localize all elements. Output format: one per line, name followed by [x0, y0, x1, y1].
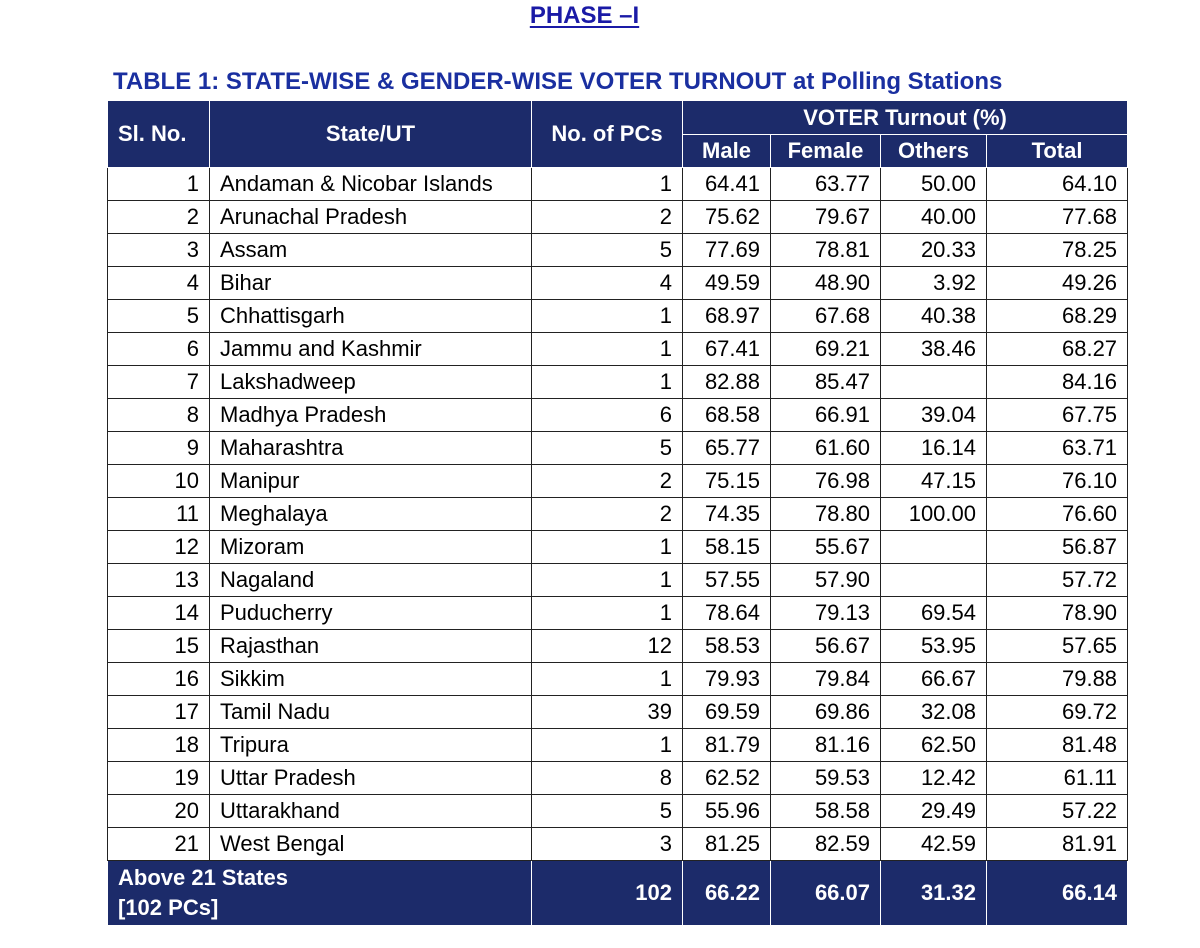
cell-female: 55.67	[771, 531, 881, 564]
cell-pcs: 2	[532, 465, 683, 498]
header-others: Others	[881, 135, 987, 168]
cell-female: 79.84	[771, 663, 881, 696]
cell-male: 64.41	[683, 168, 771, 201]
cell-total: 49.26	[987, 267, 1128, 300]
cell-total: 76.60	[987, 498, 1128, 531]
cell-total: 81.48	[987, 729, 1128, 762]
header-state: State/UT	[210, 101, 532, 168]
table-row	[108, 795, 1128, 828]
table-row	[108, 696, 1128, 729]
cell-state: Arunachal Pradesh	[210, 201, 532, 234]
summary-others: 31.32	[881, 861, 987, 926]
table-row	[108, 201, 1128, 234]
cell-pcs: 1	[532, 564, 683, 597]
cell-sl-no: 16	[108, 663, 210, 696]
cell-state: Tamil Nadu	[210, 696, 532, 729]
cell-total: 67.75	[987, 399, 1128, 432]
header-male: Male	[683, 135, 771, 168]
cell-pcs: 1	[532, 729, 683, 762]
cell-male: 77.69	[683, 234, 771, 267]
cell-others: 12.42	[881, 762, 987, 795]
cell-pcs: 1	[532, 168, 683, 201]
cell-female: 58.58	[771, 795, 881, 828]
cell-male: 65.77	[683, 432, 771, 465]
header-turnout-group: VOTER Turnout (%)	[683, 101, 1128, 135]
cell-male: 68.58	[683, 399, 771, 432]
table-row	[108, 432, 1128, 465]
cell-female: 79.13	[771, 597, 881, 630]
cell-total: 76.10	[987, 465, 1128, 498]
cell-male: 49.59	[683, 267, 771, 300]
header-pcs: No. of PCs	[532, 101, 683, 168]
cell-female: 78.80	[771, 498, 881, 531]
cell-total: 64.10	[987, 168, 1128, 201]
cell-male: 62.52	[683, 762, 771, 795]
cell-sl-no: 14	[108, 597, 210, 630]
cell-sl-no: 1	[108, 168, 210, 201]
cell-state: Meghalaya	[210, 498, 532, 531]
cell-state: Uttar Pradesh	[210, 762, 532, 795]
cell-male: 74.35	[683, 498, 771, 531]
cell-total: 81.91	[987, 828, 1128, 861]
cell-male: 75.62	[683, 201, 771, 234]
cell-others: 62.50	[881, 729, 987, 762]
cell-sl-no: 17	[108, 696, 210, 729]
cell-sl-no: 11	[108, 498, 210, 531]
summary-label-line2: [102 PCs]	[118, 895, 219, 920]
cell-others: 40.38	[881, 300, 987, 333]
cell-state: West Bengal	[210, 828, 532, 861]
cell-total: 57.22	[987, 795, 1128, 828]
cell-male: 82.88	[683, 366, 771, 399]
table-row	[108, 762, 1128, 795]
cell-state: Bihar	[210, 267, 532, 300]
table-row	[108, 267, 1128, 300]
cell-others: 16.14	[881, 432, 987, 465]
summary-female: 66.07	[771, 861, 881, 926]
cell-pcs: 5	[532, 795, 683, 828]
cell-total: 57.72	[987, 564, 1128, 597]
cell-female: 78.81	[771, 234, 881, 267]
cell-pcs: 1	[532, 366, 683, 399]
cell-total: 57.65	[987, 630, 1128, 663]
cell-female: 59.53	[771, 762, 881, 795]
cell-male: 55.96	[683, 795, 771, 828]
cell-total: 84.16	[987, 366, 1128, 399]
table-row	[108, 663, 1128, 696]
cell-state: Lakshadweep	[210, 366, 532, 399]
cell-others: 29.49	[881, 795, 987, 828]
table-row	[108, 498, 1128, 531]
cell-total: 68.27	[987, 333, 1128, 366]
cell-male: 58.15	[683, 531, 771, 564]
header-female: Female	[771, 135, 881, 168]
cell-others: 42.59	[881, 828, 987, 861]
table-row	[108, 597, 1128, 630]
cell-total: 61.11	[987, 762, 1128, 795]
cell-male: 81.79	[683, 729, 771, 762]
cell-sl-no: 20	[108, 795, 210, 828]
cell-pcs: 1	[532, 663, 683, 696]
cell-others: 47.15	[881, 465, 987, 498]
cell-total: 69.72	[987, 696, 1128, 729]
cell-state: Maharashtra	[210, 432, 532, 465]
table-row	[108, 300, 1128, 333]
cell-pcs: 39	[532, 696, 683, 729]
cell-sl-no: 9	[108, 432, 210, 465]
cell-female: 82.59	[771, 828, 881, 861]
cell-others	[881, 366, 987, 399]
cell-others: 40.00	[881, 201, 987, 234]
header-sl-no: Sl. No.	[108, 101, 210, 168]
cell-others: 39.04	[881, 399, 987, 432]
cell-pcs: 8	[532, 762, 683, 795]
cell-sl-no: 8	[108, 399, 210, 432]
cell-pcs: 5	[532, 234, 683, 267]
cell-total: 78.25	[987, 234, 1128, 267]
cell-pcs: 5	[532, 432, 683, 465]
table-row	[108, 399, 1128, 432]
cell-male: 68.97	[683, 300, 771, 333]
cell-sl-no: 3	[108, 234, 210, 267]
cell-others: 3.92	[881, 267, 987, 300]
cell-state: Assam	[210, 234, 532, 267]
header-total: Total	[987, 135, 1128, 168]
cell-state: Uttarakhand	[210, 795, 532, 828]
cell-state: Mizoram	[210, 531, 532, 564]
cell-sl-no: 21	[108, 828, 210, 861]
cell-pcs: 6	[532, 399, 683, 432]
cell-pcs: 2	[532, 201, 683, 234]
cell-pcs: 1	[532, 597, 683, 630]
table-title: TABLE 1: STATE-WISE & GENDER-WISE VOTER TURNOUT at Polling Stations	[113, 68, 1003, 95]
cell-state: Madhya Pradesh	[210, 399, 532, 432]
cell-total: 56.87	[987, 531, 1128, 564]
summary-row	[108, 861, 1128, 926]
cell-others: 50.00	[881, 168, 987, 201]
cell-female: 67.68	[771, 300, 881, 333]
cell-state: Manipur	[210, 465, 532, 498]
cell-total: 63.71	[987, 432, 1128, 465]
cell-state: Jammu and Kashmir	[210, 333, 532, 366]
cell-pcs: 12	[532, 630, 683, 663]
cell-others: 20.33	[881, 234, 987, 267]
cell-state: Andaman & Nicobar Islands	[210, 168, 532, 201]
summary-male: 66.22	[683, 861, 771, 926]
cell-female: 79.67	[771, 201, 881, 234]
cell-pcs: 2	[532, 498, 683, 531]
cell-pcs: 4	[532, 267, 683, 300]
cell-female: 61.60	[771, 432, 881, 465]
cell-others: 100.00	[881, 498, 987, 531]
cell-sl-no: 5	[108, 300, 210, 333]
cell-sl-no: 2	[108, 201, 210, 234]
cell-sl-no: 13	[108, 564, 210, 597]
cell-male: 69.59	[683, 696, 771, 729]
cell-others: 53.95	[881, 630, 987, 663]
table-row	[108, 828, 1128, 861]
cell-total: 68.29	[987, 300, 1128, 333]
summary-label-line1: Above 21 States	[118, 865, 288, 890]
cell-sl-no: 19	[108, 762, 210, 795]
cell-state: Sikkim	[210, 663, 532, 696]
cell-others	[881, 564, 987, 597]
cell-others: 38.46	[881, 333, 987, 366]
table-row	[108, 168, 1128, 201]
cell-sl-no: 15	[108, 630, 210, 663]
cell-sl-no: 12	[108, 531, 210, 564]
table-row	[108, 333, 1128, 366]
table-row	[108, 564, 1128, 597]
cell-others: 66.67	[881, 663, 987, 696]
cell-sl-no: 18	[108, 729, 210, 762]
cell-total: 78.90	[987, 597, 1128, 630]
cell-female: 85.47	[771, 366, 881, 399]
cell-sl-no: 4	[108, 267, 210, 300]
cell-others: 69.54	[881, 597, 987, 630]
cell-female: 69.86	[771, 696, 881, 729]
table-row	[108, 729, 1128, 762]
table-row	[108, 531, 1128, 564]
cell-female: 81.16	[771, 729, 881, 762]
cell-male: 67.41	[683, 333, 771, 366]
cell-pcs: 1	[532, 300, 683, 333]
cell-pcs: 3	[532, 828, 683, 861]
cell-female: 76.98	[771, 465, 881, 498]
cell-others	[881, 531, 987, 564]
cell-sl-no: 6	[108, 333, 210, 366]
cell-male: 75.15	[683, 465, 771, 498]
cell-female: 69.21	[771, 333, 881, 366]
table-row	[108, 234, 1128, 267]
summary-total: 66.14	[987, 861, 1128, 926]
cell-female: 66.91	[771, 399, 881, 432]
cell-pcs: 1	[532, 333, 683, 366]
cell-total: 77.68	[987, 201, 1128, 234]
cell-male: 57.55	[683, 564, 771, 597]
cell-pcs: 1	[532, 531, 683, 564]
cell-state: Rajasthan	[210, 630, 532, 663]
table-body	[108, 168, 1128, 861]
cell-male: 79.93	[683, 663, 771, 696]
summary-pcs: 102	[532, 861, 683, 926]
table-row	[108, 465, 1128, 498]
summary-label	[108, 861, 532, 926]
cell-state: Nagaland	[210, 564, 532, 597]
cell-male: 78.64	[683, 597, 771, 630]
cell-state: Puducherry	[210, 597, 532, 630]
table-row	[108, 630, 1128, 663]
cell-others: 32.08	[881, 696, 987, 729]
table-row	[108, 366, 1128, 399]
cell-sl-no: 7	[108, 366, 210, 399]
cell-female: 48.90	[771, 267, 881, 300]
cell-state: Chhattisgarh	[210, 300, 532, 333]
cell-state: Tripura	[210, 729, 532, 762]
cell-total: 79.88	[987, 663, 1128, 696]
phase-title: PHASE –I	[529, 2, 640, 29]
cell-sl-no: 10	[108, 465, 210, 498]
cell-male: 81.25	[683, 828, 771, 861]
cell-female: 63.77	[771, 168, 881, 201]
cell-female: 57.90	[771, 564, 881, 597]
turnout-table	[107, 100, 1128, 926]
cell-male: 58.53	[683, 630, 771, 663]
cell-female: 56.67	[771, 630, 881, 663]
